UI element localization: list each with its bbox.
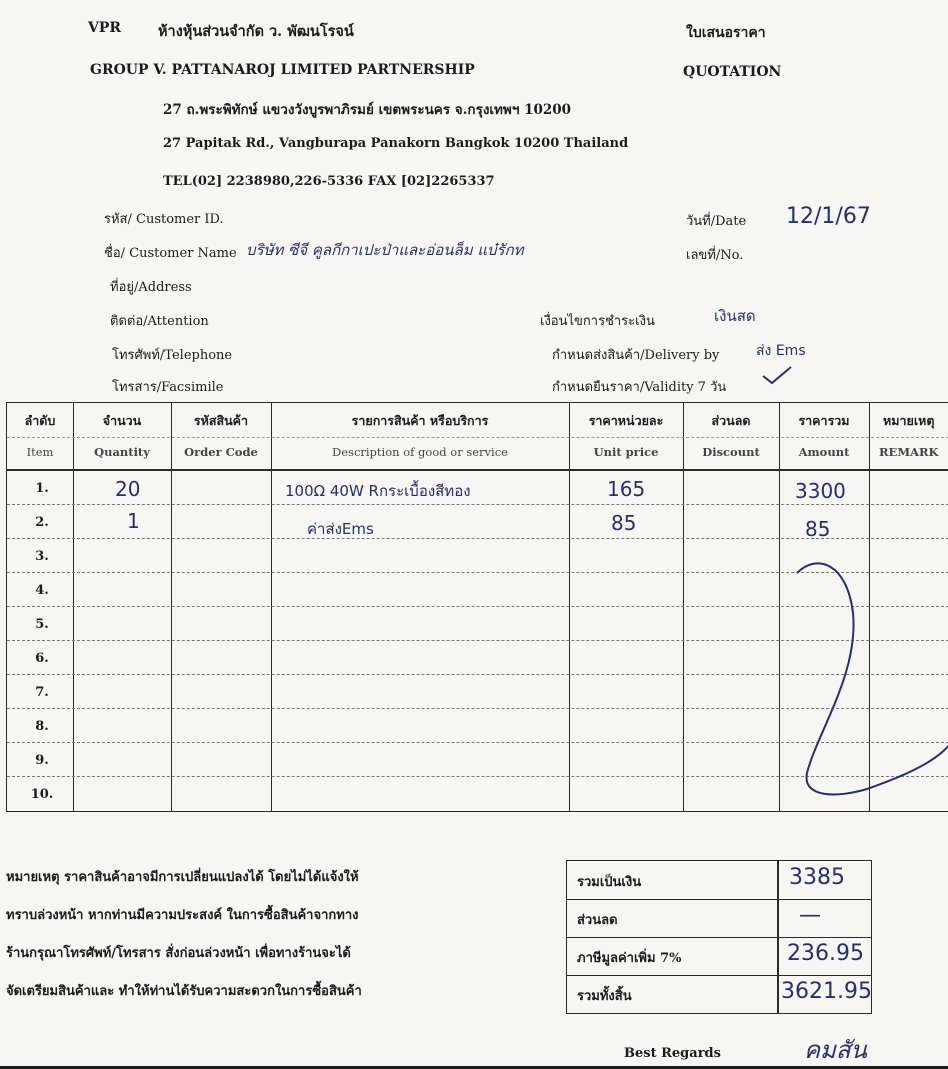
payment-value: เงินสด — [714, 307, 756, 325]
row-1-desc: 100Ω 40W Rกระเบื้องสีทอง — [285, 482, 471, 500]
header-desc-en: Description of good or service — [332, 445, 508, 459]
grand-total-value: 3621.95 — [781, 979, 872, 1004]
header-qty-en: Quantity — [94, 445, 150, 459]
header-code-en: Order Code — [184, 445, 258, 459]
header-unit-th: ราคาหน่วยละ — [588, 413, 664, 428]
company-address-th: 27 ถ.พระพิทักษ์ แขวงวังบูรพาภิรมย์ เขตพระนคร จ.กรุงเทพฯ 10200 — [163, 102, 572, 118]
row-item-5: 5. — [35, 617, 49, 632]
attention-label: ติดต่อ/Attention — [110, 314, 209, 329]
row-item-3: 3. — [35, 549, 49, 564]
row-item-9: 9. — [35, 753, 49, 768]
payment-label: เงื่อนไขการชำระเงิน — [540, 314, 655, 329]
delivery-value: ส่ง Ems — [756, 343, 806, 359]
company-abbr: VPR — [88, 20, 122, 36]
header-unit-en: Unit price — [593, 445, 659, 459]
header-desc-th: รายการสินค้า หรือบริการ — [351, 413, 489, 428]
best-regards: Best Regards — [624, 1046, 721, 1061]
customer-name-value: บริษัท ซีจี คูลกีกาเปะป่าและอ่อนล็ม แบ๋รักท — [246, 241, 524, 259]
discount-value: — — [799, 903, 821, 928]
doc-title-th: ใบเสนอราคา — [686, 25, 766, 41]
header-remark-en: REMARK — [879, 445, 939, 459]
note-line-1: หมายเหตุ ราคาสินค้าอาจมีการเปลี่ยนแปลงได้ โดยไม่ได้แจ้งให้ — [6, 870, 359, 885]
vat-value: 236.95 — [787, 941, 864, 966]
vat-label: ภาษีมูลค่าเพิ่ม 7% — [577, 951, 682, 966]
header-amount-th: ราคารวม — [798, 413, 850, 428]
validity-label: กำหนดยืนราคา/Validity 7 วัน — [552, 380, 727, 395]
row-item-6: 6. — [35, 651, 49, 666]
row-1-amount: 3300 — [795, 479, 846, 503]
subtotal-value: 3385 — [789, 865, 845, 890]
date-value: 12/1/67 — [786, 204, 871, 229]
facsimile-label: โทรสาร/Facsimile — [112, 380, 224, 395]
header-item-th: ลำดับ — [24, 413, 56, 428]
header-item-en: Item — [26, 445, 54, 459]
note-line-4: จัดเตรียมสินค้าและ ทำให้ท่านได้รับความสะดวกในการซื้อสินค้า — [6, 984, 362, 999]
company-tel-fax: TEL(02] 2238980,226-5336 FAX [02]2265337 — [163, 174, 495, 189]
row-item-4: 4. — [35, 583, 49, 598]
subtotal-label: รวมเป็นเงิน — [577, 875, 642, 890]
row-item-7: 7. — [35, 685, 49, 700]
row-2-desc: ค่าส่งEms — [307, 520, 374, 538]
row-1-unit: 165 — [607, 477, 646, 501]
telephone-label: โทรศัพท์/Telephone — [112, 348, 233, 363]
discount-label: ส่วนลด — [577, 913, 618, 928]
row-2-qty: 1 — [127, 509, 140, 533]
header-qty-th: จำนวน — [102, 413, 142, 428]
row-item-1: 1. — [35, 481, 49, 496]
header-amount-en: Amount — [798, 445, 850, 459]
row-item-2: 2. — [35, 515, 49, 530]
signature: คมสัน — [804, 1036, 867, 1064]
checkmark-icon — [760, 364, 794, 386]
row-2-unit: 85 — [611, 511, 637, 535]
company-name-en: GROUP V. PATTANAROJ LIMITED PARTNERSHIP — [90, 62, 475, 78]
grand-total-label: รวมทั้งสิ้น — [577, 989, 632, 1004]
void-scribble-mark — [777, 553, 948, 811]
address-label: ที่อยู่/Address — [110, 280, 192, 295]
company-name-th: ห้างหุ้นส่วนจำกัด ว. พัฒนโรจน์ — [158, 23, 354, 40]
header-remark-th: หมายเหตุ — [883, 413, 935, 428]
totals-box — [566, 860, 872, 1014]
row-2-amount: 85 — [805, 517, 831, 541]
row-item-10: 10. — [30, 787, 54, 802]
no-label: เลขที่/No. — [686, 248, 744, 263]
customer-id-label: รหัส/ Customer ID. — [104, 212, 224, 227]
date-label: วันที่/Date — [686, 214, 747, 229]
row-item-8: 8. — [35, 719, 49, 734]
delivery-label: กำหนดส่งสินค้า/Delivery by — [552, 348, 720, 363]
items-table — [6, 402, 948, 812]
customer-name-label: ชื่อ/ Customer Name — [104, 246, 237, 261]
doc-title-en: QUOTATION — [683, 64, 782, 80]
company-address-en: 27 Papitak Rd., Vangburapa Panakorn Bangkok 10200 Thailand — [163, 136, 629, 151]
row-1-qty: 20 — [115, 477, 141, 501]
header-code-th: รหัสสินค้า — [193, 413, 249, 428]
note-line-2: ทราบล่วงหน้า หากท่านมีความประสงค์ ในการซื้อสินค้าจากทาง — [6, 908, 359, 923]
note-line-3: ร้านกรุณาโทรศัพท์/โทรสาร สั่งก่อนล่วงหน้า เพื่อทางร้านจะได้ — [6, 946, 351, 961]
header-discount-en: Discount — [702, 445, 760, 459]
header-discount-th: ส่วนลด — [711, 413, 751, 428]
